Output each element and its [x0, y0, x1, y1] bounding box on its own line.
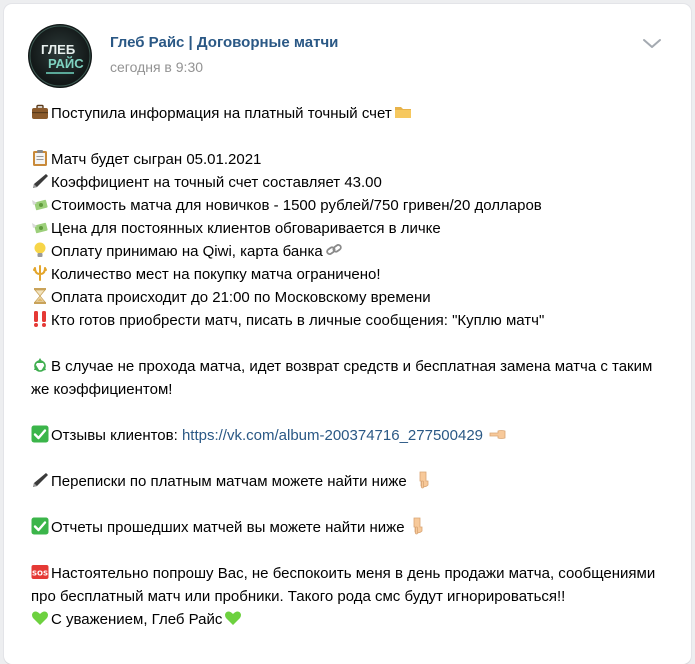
blank-line: [31, 539, 671, 562]
post-line-text: Отзывы клиентов:: [51, 427, 182, 444]
post-line-text: Кто готов приобрести матч, писать в личные сообщения: "Куплю матч": [51, 312, 545, 329]
post-author-link[interactable]: Глеб Райс | Договорные матчи: [110, 34, 339, 51]
post-line-text: Оплату принимаю на Qiwi, карта банка: [51, 243, 323, 260]
post-line: [31, 194, 671, 217]
blank-line: [31, 332, 671, 355]
check-mark-icon: [31, 425, 49, 443]
pointing-down-icon: [413, 471, 431, 489]
post-line-text: В случае не прохода матча, идет возврат средств и бесплатная замена матча с таким же коэффициентом!: [31, 358, 653, 398]
post-line-text: Количество мест на покупку матча ограничено!: [51, 266, 381, 283]
post-line-text: Оплата происходит до 21:00 по Московскому времени: [51, 289, 431, 306]
sos-icon: [31, 563, 49, 581]
post-line: [31, 309, 671, 332]
post-line-text: Поступила информация на платный точный счет: [51, 105, 392, 122]
double-exclamation-icon: [31, 310, 49, 328]
chevron-down-icon: [641, 36, 663, 52]
trident-icon: [31, 264, 49, 282]
post-line-text: Матч будет сыгран 05.01.2021: [51, 151, 262, 168]
check-mark-icon: [31, 517, 49, 535]
post-line: [31, 102, 671, 125]
post-line-text: Стоимость матча для новичков - 1500 рублей/750 гривен/20 долларов: [51, 197, 542, 214]
link-icon: [325, 241, 343, 259]
post-card: [4, 4, 691, 664]
post-line: [31, 148, 671, 171]
avatar-logo: [28, 24, 92, 88]
money-wings-icon: [31, 218, 49, 236]
svg-text:SOS: SOS: [31, 569, 49, 578]
post-line-text: Коэффициент на точный счет составляет 43.00: [51, 174, 382, 191]
blank-line: [31, 125, 671, 148]
post-line: [31, 263, 671, 286]
pointing-down-icon: [407, 517, 425, 535]
blank-line: [31, 493, 671, 516]
post-line-text: Переписки по платным матчам можете найти ниже: [51, 473, 407, 490]
hourglass-icon: [31, 287, 49, 305]
clipboard-icon: [31, 149, 49, 167]
post-line-text: Отчеты прошедших матчей вы можете найти ниже: [51, 519, 405, 536]
post-line-text: Цена для постоянных клиентов обговаривается в личке: [51, 220, 441, 237]
post-line-text: С уважением, Глеб Райс: [51, 611, 223, 628]
blank-line: [31, 447, 671, 470]
green-heart-icon: [224, 609, 242, 627]
post-line: [31, 286, 671, 309]
briefcase-icon: [31, 103, 49, 121]
post-line: [31, 562, 671, 608]
post-line: [31, 171, 671, 194]
recycle-icon: [31, 356, 49, 374]
svg-text:ГЛЕБ: ГЛЕБ: [41, 42, 76, 57]
pointing-left-icon: [489, 425, 507, 443]
post-line: [31, 240, 671, 263]
green-heart-icon: [31, 609, 49, 627]
light-bulb-icon: [31, 241, 49, 259]
avatar[interactable]: [28, 24, 92, 88]
post-text: [31, 102, 671, 631]
money-wings-icon: [31, 195, 49, 213]
blank-line: [31, 401, 671, 424]
post-line: [31, 424, 671, 447]
post-line: [31, 516, 671, 539]
post-menu-button[interactable]: [641, 36, 663, 52]
post-header: [28, 24, 671, 88]
post-line: [31, 470, 671, 493]
folder-icon: [394, 103, 412, 121]
post-line-text: Настоятельно попрошу Вас, не беспокоить меня в день продажи матча, сообщениями про бесплатный матч или пробники. Такого рода смс будут игнорироваться!!: [31, 565, 656, 605]
post-timestamp[interactable]: сегодня в 9:30: [110, 59, 204, 75]
post-line: [31, 355, 671, 401]
album-link[interactable]: https://vk.com/album-200374716_277500429: [181, 427, 484, 444]
pen-icon: [31, 172, 49, 190]
post-line: [31, 608, 671, 631]
svg-text:РАЙС: РАЙС: [48, 56, 84, 71]
post-line: [31, 217, 671, 240]
pen-icon: [31, 471, 49, 489]
